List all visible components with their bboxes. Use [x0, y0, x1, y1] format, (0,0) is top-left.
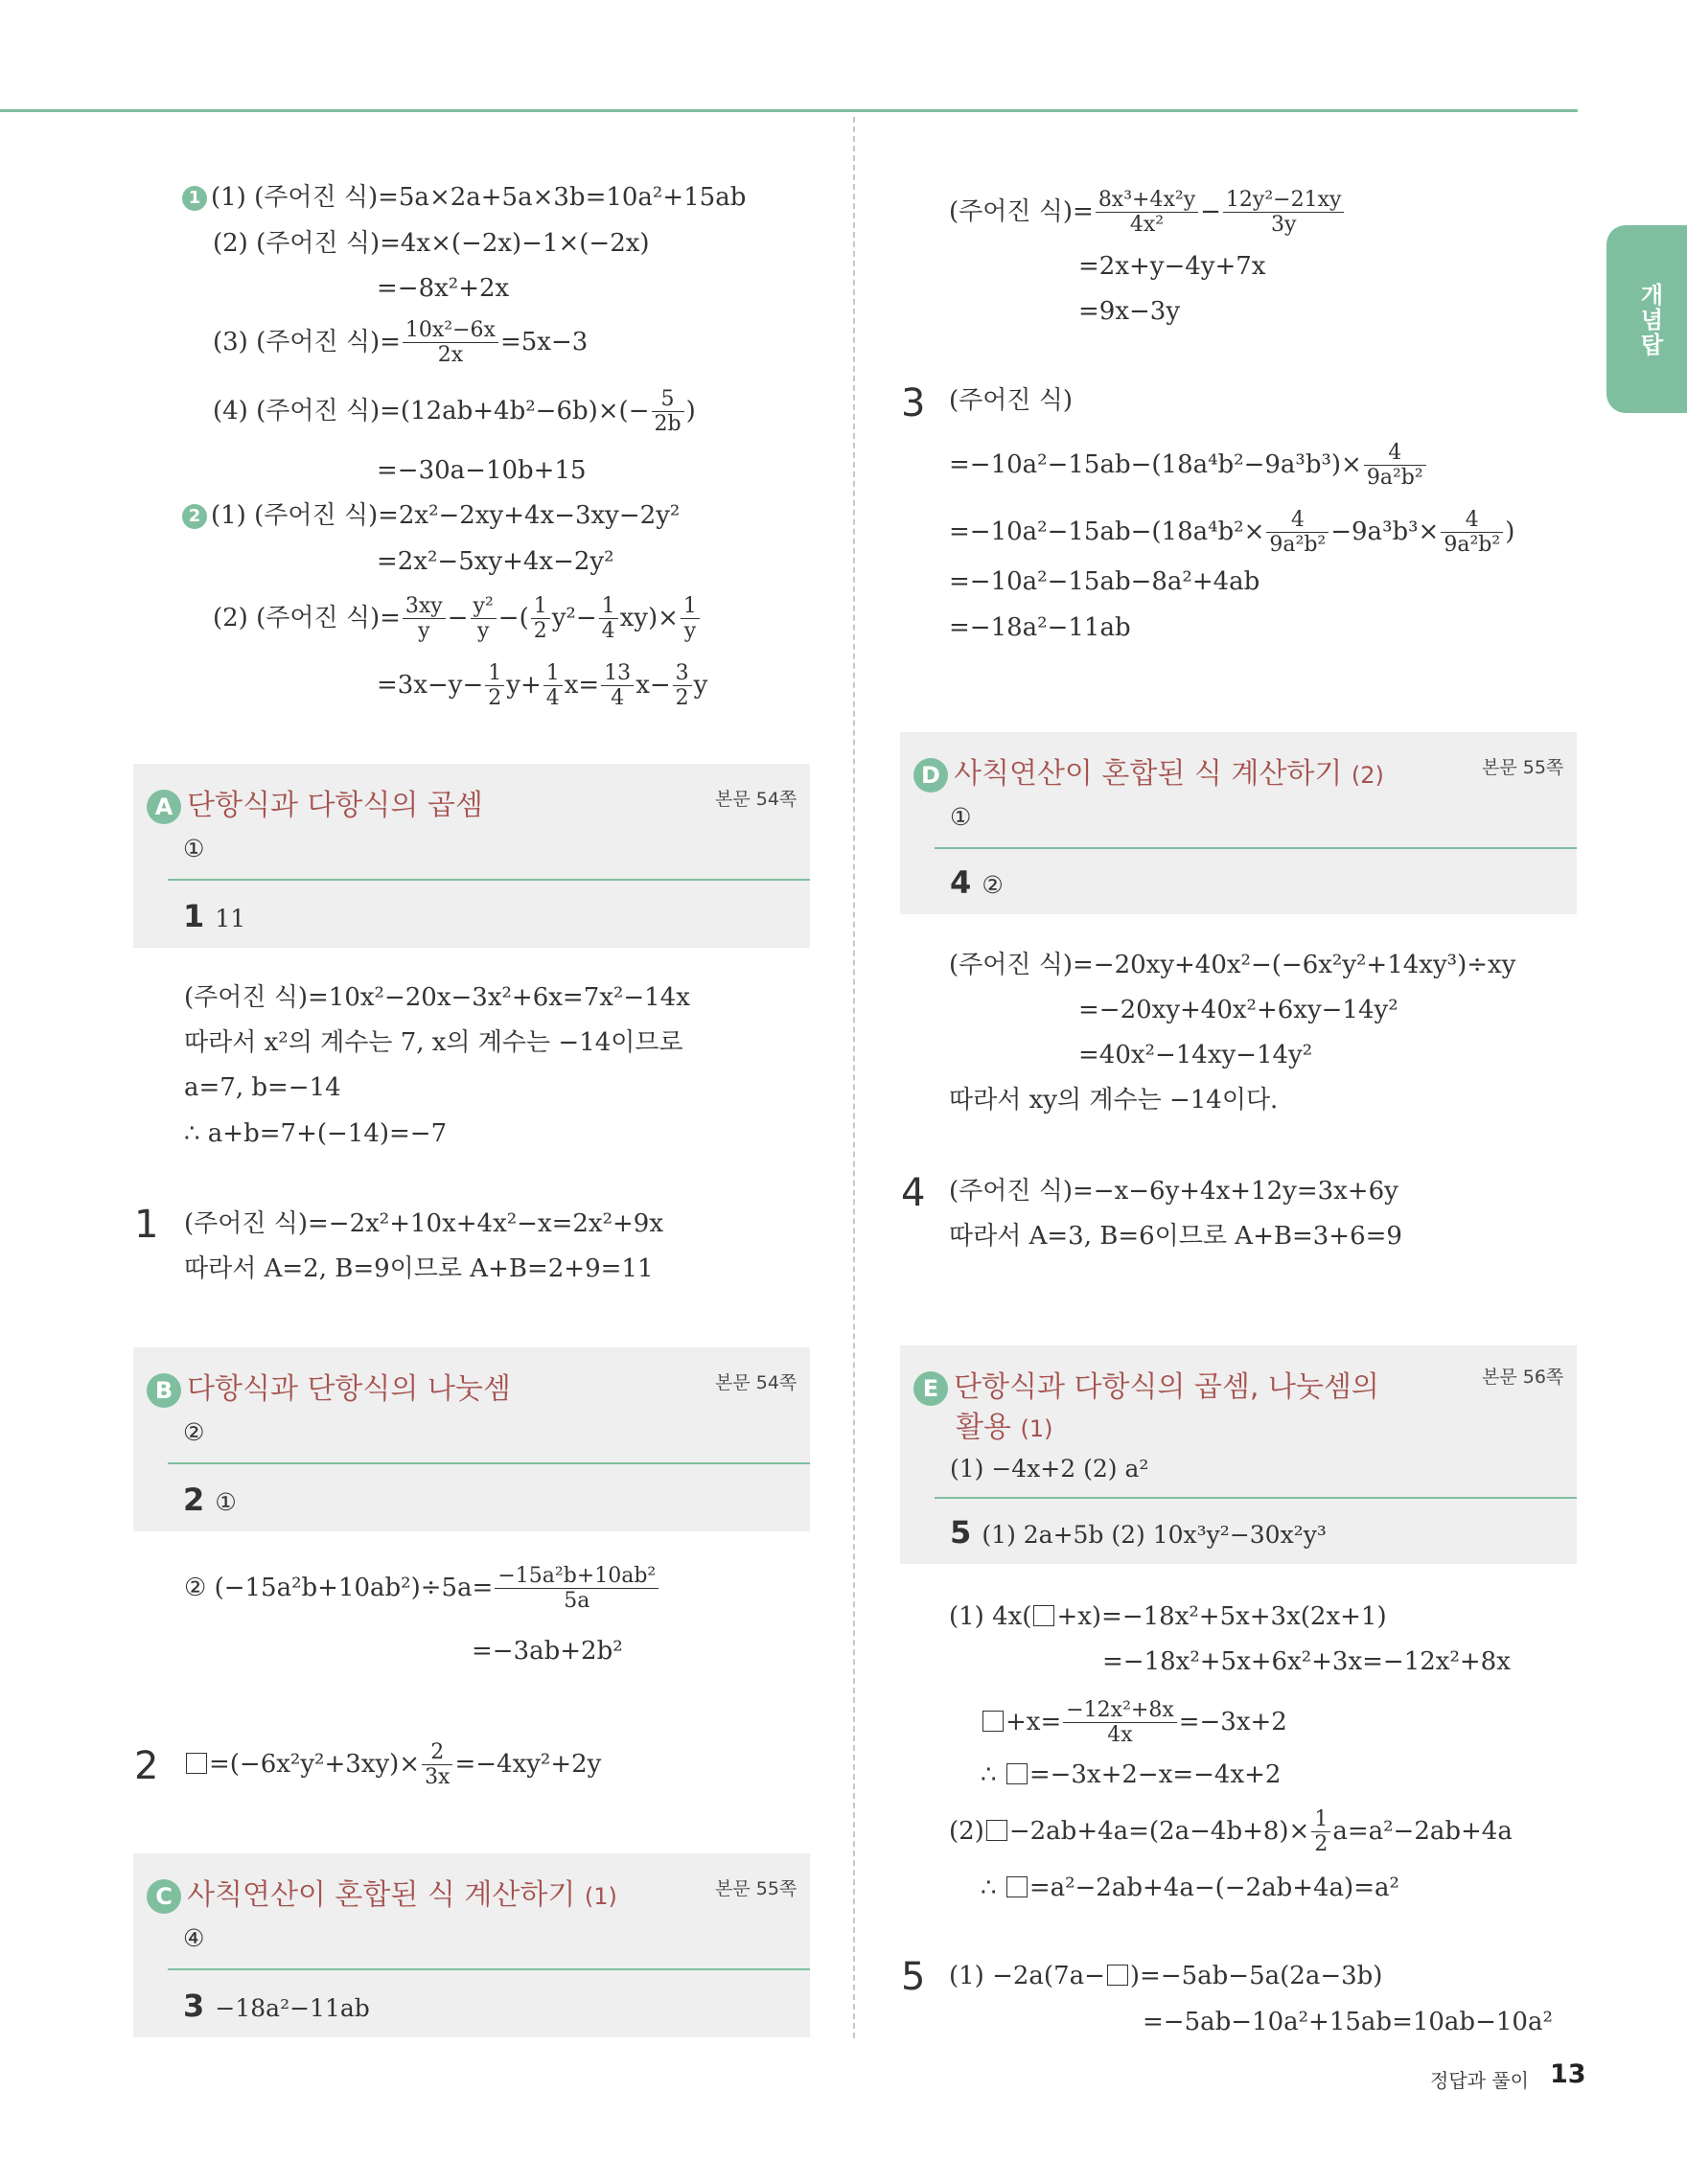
E-line4: [981, 1762, 1281, 1787]
section-title: [147, 1365, 511, 1408]
E-l6-b: =a²−2ab+4a−(−2ab+4a)=a²: [1028, 1874, 1399, 1902]
column-divider: [853, 117, 855, 2038]
problem-number: 3: [183, 1988, 205, 2024]
problem-3-number: 3: [901, 381, 926, 425]
frac: [495, 1564, 659, 1614]
problem-number: 4: [950, 864, 972, 901]
frac-num: −12x²+8x: [1063, 1698, 1177, 1723]
D-line1: (주어진 식)=−20xy+40x²−(−6x²y²+14xy³)÷xy: [949, 951, 1516, 979]
frac: [599, 594, 618, 644]
frac-den: 2x: [437, 343, 464, 368]
problem-answer: [183, 898, 245, 934]
section-title-text: 사칙연산이 혼합된 식 계산하기: [954, 757, 1343, 791]
E-l6-a: ∴: [981, 1874, 997, 1902]
q1-4-line: [213, 387, 696, 437]
frac-num: 1: [681, 594, 700, 619]
page-number: 13: [1550, 2059, 1586, 2089]
blank-box: [1006, 1876, 1028, 1897]
step-2-badge: 2: [182, 504, 207, 529]
page-ref: 본문 54쪽: [715, 1372, 797, 1393]
section-title-text: 다항식과 단항식의 나눗셈: [187, 1372, 511, 1406]
B-pre: ② (−15a²b+10ab²)÷5a=: [184, 1573, 494, 1602]
frac-num: 1: [531, 594, 550, 619]
p5-l1-b: )=−5ab−5a(2a−3b): [1129, 1962, 1383, 1990]
p3-l1-pre: =−10a²−15ab−(18a⁴b²−9a³b³)×: [949, 449, 1362, 479]
q1-3-pre: (3) (주어진 식)=: [213, 327, 401, 356]
op: x=: [564, 670, 600, 700]
frac-den: 4: [611, 686, 625, 711]
op: −(: [497, 603, 529, 632]
frac-num: 13: [601, 661, 634, 686]
frac: [1364, 441, 1426, 491]
section-title: [913, 749, 1384, 793]
box-rule: [168, 1968, 810, 1970]
D-line3: =40x²−14xy−14y²: [1078, 1041, 1313, 1069]
box-rule: [935, 847, 1577, 849]
E-l4-a: ∴: [981, 1760, 997, 1789]
p4-line1: (주어진 식)=−x−6y+4x+12y=3x+6y: [949, 1177, 1398, 1206]
frac-den: 3y: [1270, 213, 1297, 238]
problem-5-number: 5: [901, 1955, 926, 1999]
frac-den: y: [476, 619, 490, 644]
E-l5-b: −2ab+4a=(2a−4b+8)×: [1008, 1816, 1310, 1846]
frac: [681, 594, 700, 644]
frac-den: 5a: [564, 1589, 590, 1614]
concept-answer: (1) −4x+2 (2) a²: [950, 1455, 1149, 1483]
E-l3-b: +x=: [1005, 1707, 1062, 1736]
p2-line: [184, 1740, 601, 1790]
frac: [1223, 188, 1345, 238]
frac-den: y: [683, 619, 697, 644]
frac: [543, 661, 563, 711]
E-line2: =−18x²+5x+6x²+3x=−12x²+8x: [1102, 1647, 1511, 1676]
q2-2-pre: (2) (주어진 식)=: [213, 603, 401, 632]
frac: [1096, 188, 1198, 238]
q2-2-line2: [377, 661, 707, 711]
section-box-e: [900, 1345, 1577, 1564]
frac-num: 4: [1441, 508, 1503, 533]
concept-answer: ④: [183, 1924, 205, 1952]
page-ref: 본문 55쪽: [715, 1878, 797, 1899]
q1-4-pre: (4) (주어진 식)=(12ab+4b²−6b)×(−: [213, 396, 650, 425]
page-ref: 본문 54쪽: [715, 789, 797, 810]
section-badge: D: [913, 758, 948, 793]
problem-4-number: 4: [901, 1171, 926, 1215]
q1-4-post: ): [685, 396, 696, 425]
p5-line1: [949, 1964, 1382, 1989]
frac-den: 2: [533, 619, 547, 644]
problem-number: 2: [183, 1482, 205, 1518]
op: y²−: [551, 603, 597, 632]
q2-2b-pre: =3x−y−: [377, 670, 484, 700]
frac-num: 8x³+4x²y: [1096, 188, 1198, 213]
D-line2: =−20xy+40x²+6xy−14y²: [1078, 996, 1398, 1024]
problem-answer-value: (1) 2a+5b (2) 10x³y²−30x²y³: [982, 1521, 1327, 1549]
frac-den: 2b: [654, 412, 682, 437]
E-line6: [981, 1875, 1399, 1900]
q2-2-line1: [213, 594, 702, 644]
section-title-text: 단항식과 다항식의 곱셈: [187, 789, 483, 822]
E-l1-b: +x)=−18x²+5x+3x(2x+1): [1056, 1602, 1387, 1631]
side-tab-label: 개념탑: [1636, 283, 1663, 357]
frac-num: −15a²b+10ab²: [495, 1564, 659, 1589]
concept-answer: ①: [183, 835, 205, 862]
section-badge: A: [147, 790, 181, 824]
p3-l2-pre: =−10a²−15ab−(18a⁴b²×: [949, 517, 1265, 546]
frac-num: 12y²−21xy: [1223, 188, 1345, 213]
frac-num: 4: [1266, 508, 1329, 533]
blank-box: [982, 1711, 1004, 1732]
section-box-c: [133, 1853, 810, 2037]
frac: [422, 1740, 452, 1790]
frac: [1441, 508, 1503, 558]
op: y+: [506, 670, 542, 700]
E-line1: [949, 1604, 1387, 1629]
frac-den: 2: [1314, 1832, 1329, 1857]
E-l5-post: a=a²−2ab+4a: [1332, 1816, 1513, 1846]
A-line3: a=7, b=−14: [184, 1073, 341, 1102]
footer-label: 정답과 풀이: [1430, 2069, 1529, 2092]
frac-den: 3x: [425, 1765, 451, 1790]
page-ref: 본문 55쪽: [1482, 757, 1564, 778]
frac: [471, 594, 497, 644]
B-line1: [184, 1564, 660, 1614]
problem-answer: [183, 1988, 370, 2024]
problem-answer-value: 11: [215, 905, 246, 932]
q1-4-line2: =−30a−10b+15: [377, 456, 587, 485]
D-line4: 따라서 xy의 계수는 −14이다.: [949, 1086, 1279, 1115]
E-l1-a: (1) 4x(: [949, 1602, 1032, 1631]
q2-1-line2: =2x²−5xy+4x−2y²: [377, 547, 614, 576]
right-top-line3: =9x−3y: [1078, 297, 1181, 326]
section-badge: E: [913, 1371, 948, 1406]
frac-den: 4: [601, 619, 615, 644]
p5-l1-a: (1) −2a(7a−: [949, 1962, 1105, 1990]
frac: [1063, 1698, 1177, 1748]
op: x−: [636, 670, 671, 700]
section-title-sub: (2): [1351, 762, 1384, 789]
frac-num: 2: [422, 1740, 452, 1765]
frac: [403, 594, 446, 644]
top-pre: (주어진 식)=: [949, 196, 1094, 226]
p3-l2-post: ): [1505, 517, 1515, 546]
E-l5-a: (2): [949, 1816, 984, 1846]
frac: [531, 594, 550, 644]
frac-num: 10x²−6x: [403, 318, 498, 343]
q1-2-line1: (2) (주어진 식)=4x×(−2x)−1×(−2x): [213, 229, 650, 258]
frac-den: 9a²b²: [1444, 533, 1501, 558]
q1-1-text: (1) (주어진 식)=5a×2a+5a×3b=10a²+15ab: [211, 183, 747, 212]
frac-num: 4: [1364, 441, 1426, 466]
section-title: [147, 1871, 617, 1914]
concept-answer: ②: [183, 1418, 205, 1446]
frac-num: y²: [471, 594, 497, 619]
right-top-line1: [949, 188, 1346, 238]
problem-2-number: 2: [134, 1744, 159, 1788]
frac: [1311, 1807, 1330, 1857]
q1-3-fraction: [403, 318, 498, 368]
q1-3-line: [213, 318, 588, 368]
problem-answer: [183, 1482, 237, 1518]
blank-box: [1033, 1605, 1054, 1626]
frac-num: 1: [543, 661, 563, 686]
frac-den: y: [418, 619, 430, 644]
p4-line2: 따라서 A=3, B=6이므로 A+B=3+6=9: [949, 1222, 1402, 1251]
q1-4-fraction: [652, 387, 684, 437]
E-line5: [949, 1807, 1513, 1857]
q1-line1: [182, 185, 746, 211]
side-tab[interactable]: [1606, 225, 1687, 413]
E-l3-post: =−3x+2: [1178, 1707, 1287, 1736]
problem-number: 5: [950, 1514, 972, 1551]
section-box-d: [900, 732, 1577, 914]
p5-line2: =−5ab−10a²+15ab=10ab−10a²: [1143, 2008, 1553, 2036]
q1-3-post: =5x−3: [499, 327, 589, 356]
box-rule: [168, 879, 810, 881]
frac-num: 1: [1311, 1807, 1330, 1832]
box-rule: [935, 1497, 1577, 1499]
blank-box: [986, 1820, 1007, 1841]
problem-number: 1: [183, 898, 205, 934]
op: y: [693, 670, 708, 700]
p3-line0: (주어진 식): [949, 386, 1074, 415]
section-title: [147, 781, 483, 824]
frac-num: 3xy: [403, 594, 446, 619]
section-badge: C: [147, 1879, 181, 1914]
blank-box: [186, 1753, 207, 1774]
problem-answer-value: −18a²−11ab: [215, 1994, 370, 2022]
frac-den: 4x²: [1129, 213, 1165, 238]
section-title-text: 단항식과 다항식의 곱셈, 나눗셈의: [954, 1370, 1379, 1404]
section-title: [913, 1363, 1379, 1406]
p1-line2: 따라서 A=2, B=9이므로 A+B=2+9=11: [184, 1254, 654, 1283]
blank-box: [1006, 1763, 1028, 1784]
frac-den: 4x: [1107, 1723, 1133, 1748]
section-box-b: [133, 1347, 810, 1531]
frac-den: 2: [675, 686, 689, 711]
page-ref: 본문 56쪽: [1482, 1367, 1564, 1388]
problem-answer-value: ①: [215, 1488, 237, 1516]
p1-line1: (주어진 식)=−2x²+10x+4x²−x=2x²+9x: [184, 1209, 664, 1238]
box-rule: [168, 1462, 810, 1464]
p3-line3: =−10a²−15ab−8a²+4ab: [949, 567, 1260, 596]
problem-answer-value: ②: [982, 871, 1004, 899]
p2-pre: =(−6x²y²+3xy)×: [209, 1749, 421, 1779]
frac-num: 1: [485, 661, 504, 686]
frac-num: 3: [673, 661, 692, 686]
section-badge: B: [147, 1373, 181, 1408]
A-line4: ∴ a+b=7+(−14)=−7: [184, 1119, 448, 1148]
frac-num: 5: [652, 387, 684, 412]
frac-num: 1: [599, 594, 618, 619]
problem-1-number: 1: [134, 1203, 159, 1247]
p3-line1: [949, 441, 1428, 491]
section-title-text: 사칙연산이 혼합된 식 계산하기: [187, 1878, 576, 1912]
op: −: [447, 603, 469, 632]
op: −: [1200, 196, 1221, 226]
A-line2: 따라서 x²의 계수는 7, x의 계수는 −14이므로: [184, 1028, 683, 1057]
frac: [1266, 508, 1329, 558]
section-box-a: [133, 764, 810, 948]
op: xy)×: [619, 603, 679, 632]
q1-2-line2: =−8x²+2x: [377, 274, 510, 303]
q2-1-text: (1) (주어진 식)=2x²−2xy+4x−3xy−2y²: [211, 501, 681, 530]
problem-answer: [950, 864, 1004, 901]
frac: [485, 661, 504, 711]
section-title-text2: 활용: [956, 1411, 1011, 1444]
blank-box: [1107, 1965, 1128, 1986]
concept-answer: ①: [950, 803, 972, 831]
p3-line4: =−18a²−11ab: [949, 613, 1131, 642]
E-l4-b: =−3x+2−x=−4x+2: [1028, 1760, 1282, 1789]
problem-answer: [950, 1514, 1327, 1551]
right-top-line2: =2x+y−4y+7x: [1078, 252, 1266, 281]
step-1-badge: 1: [182, 186, 207, 211]
frac-den: 4: [545, 686, 560, 711]
p3-line2: [949, 508, 1514, 558]
p2-post: =−4xy²+2y: [454, 1749, 602, 1779]
frac: [673, 661, 692, 711]
frac-den: 9a²b²: [1366, 466, 1423, 491]
section-title-sub: (1): [1020, 1415, 1053, 1442]
section-title-sub: (1): [584, 1883, 617, 1910]
frac: [601, 661, 634, 711]
q2-1-line1: [182, 503, 680, 529]
section-title-line2: [956, 1403, 1053, 1445]
B-line2: =−3ab+2b²: [472, 1637, 623, 1666]
A-line1: (주어진 식)=10x²−20x−3x²+6x=7x²−14x: [184, 983, 690, 1012]
frac-den: 2: [488, 686, 502, 711]
frac-den: 9a²b²: [1269, 533, 1327, 558]
E-line3: [981, 1698, 1287, 1748]
top-rule: [0, 109, 1578, 112]
p3-l2-mid: −9a³b³×: [1330, 517, 1440, 546]
